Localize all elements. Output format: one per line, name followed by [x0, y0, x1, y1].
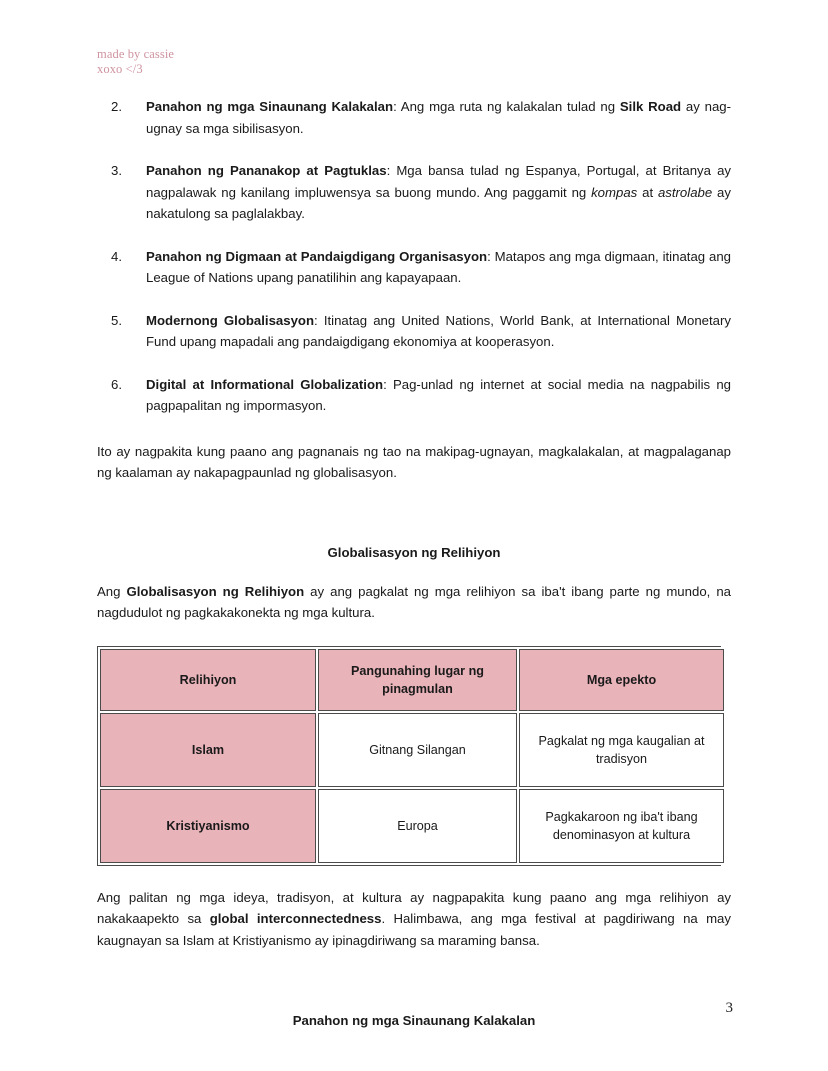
table-cell-origin: Europa: [318, 789, 517, 863]
watermark-line-2: xoxo </3: [97, 62, 143, 76]
list-item: [97, 374, 731, 417]
table-cell-religion-name: Islam: [100, 713, 316, 787]
watermark-line-1: made by cassie: [97, 47, 175, 61]
table-header-cell-epekto: Mga epekto: [519, 649, 724, 711]
list-item-number: 3.: [111, 163, 122, 178]
table-header-cell-lugar: Pangunahing lugar ng pinagmulan: [318, 649, 517, 711]
list-item-text: : Ang mga ruta ng kalakalan tulad ng: [393, 99, 620, 114]
intro-prefix: Ang: [97, 583, 127, 599]
closing-bold-term: global interconnectedness: [209, 911, 382, 926]
closing-paragraph: [97, 887, 731, 952]
table-header-cell-relihiyon: Relihiyon: [100, 649, 316, 711]
list-item-number: 6.: [111, 376, 122, 392]
intro-bold-term: Globalisasyon ng Relihiyon: [126, 583, 305, 599]
table-cell-effect: Pagkalat ng mga kaugalian at tradisyon: [519, 713, 724, 787]
summary-paragraph: Ito ay nagpakita kung paano ang pagnanais ng tao na makipag-ugnayan, magkalakalan, at magpalaganap ng kaalaman ay nakapagpaunlad ng globalisasyon.: [97, 443, 731, 480]
list-item: [97, 246, 731, 289]
list-item-number: 2.: [111, 99, 122, 114]
list-item-tail: ay nakatulong sa paglalakbay.: [146, 184, 731, 221]
list-item-number: 4.: [111, 248, 122, 264]
list-item-tail: ay nag-ugnay sa mga sibilisasyon.: [146, 99, 732, 136]
table-row: [100, 789, 724, 863]
list-item: [97, 310, 731, 353]
intro-suffix: ay ang pagkalat ng mga relihiyon sa iba't ibang parte ng mundo, na nagdudulot ng pagkakakonekta ng mga kultura.: [97, 583, 732, 620]
list-item: [97, 96, 731, 139]
list-item-mid: at: [637, 184, 658, 200]
author-watermark: [97, 47, 174, 77]
list-item-lead: Digital at Informational Globalization: [146, 376, 384, 392]
list-item-number: 5.: [111, 312, 122, 328]
bottom-heading: Panahon ng mga Sinaunang Kalakalan: [292, 1013, 536, 1028]
numbered-list: [97, 96, 731, 417]
list-item-text: : Itinatag ang United Nations, World Bank, at International Monetary Fund upang mapadali ang pandaigdigang ekonomiya at kooperasyon.: [146, 312, 731, 349]
table-cell-effect: Pagkakaroon ng iba't ibang denominasyon at kultura: [519, 789, 724, 863]
list-item-lead: Modernong Globalisasyon: [146, 312, 315, 328]
closing-suffix: . Halimbawa, ang mga festival at pagdiriwang na may kaugnayan sa Islam at Kristiyanismo ay ipinagdiriwang sa maraming bansa.: [97, 911, 731, 948]
list-item-bold-mid: Silk Road: [619, 99, 682, 114]
list-item-italic-term: astrolabe: [657, 184, 713, 200]
religion-table-wrapper: [97, 646, 721, 866]
list-item-lead: Panahon ng Pananakop at Pagtuklas: [146, 163, 387, 178]
list-item: [97, 160, 731, 225]
closing-prefix: Ang palitan ng mga ideya, tradisyon, at kultura ay nagpapakita kung paano ang mga relihiyon ay nakakaapekto sa: [97, 889, 731, 926]
table-row: [100, 713, 724, 787]
section-heading: Globalisasyon ng Relihiyon: [327, 544, 501, 560]
table-cell-religion-name: Kristiyanismo: [100, 789, 316, 863]
intro-paragraph: [97, 581, 731, 624]
document-body: [97, 96, 731, 1031]
page-number: 3: [725, 1000, 733, 1016]
table-header-row: [100, 649, 724, 711]
religion-table: [98, 647, 726, 865]
table-cell-origin: Gitnang Silangan: [318, 713, 517, 787]
list-item-text: : Mga bansa tulad ng Espanya, Portugal, at Britanya ay nagpalawak ng kanilang impluwensya sa buong mundo. Ang paggamit ng: [146, 163, 731, 200]
list-item-lead: Panahon ng Digmaan at Pandaigdigang Organisasyon: [146, 248, 488, 264]
list-item-text: : Matapos ang mga digmaan, itinatag ang League of Nations upang panatilihin ang kapayapaan.: [146, 248, 731, 285]
list-item-text: : Pag-unlad ng internet at social media na nagpabilis ng pagpapalitan ng impormasyon.: [146, 376, 732, 413]
list-item-italic-term: kompas: [591, 184, 638, 200]
list-item-lead: Panahon ng mga Sinaunang Kalakalan: [146, 99, 394, 114]
